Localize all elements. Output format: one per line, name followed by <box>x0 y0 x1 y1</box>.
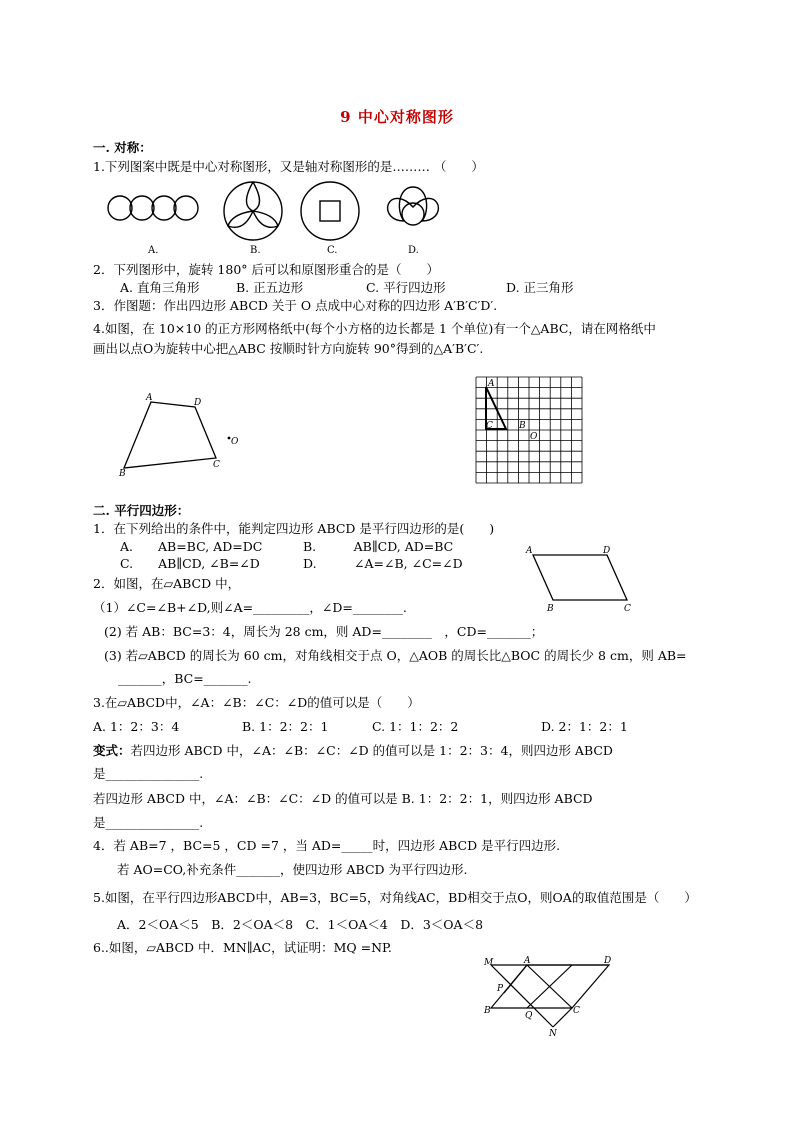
figure-grid-10x10 <box>475 376 585 486</box>
para-label-c: C <box>624 604 631 614</box>
s1-q2-option-b: B. 正五边形 <box>236 280 304 295</box>
page-title: 9 中心对称图形 <box>340 108 454 126</box>
grid-label-b: B <box>519 421 526 431</box>
s2-variant-2-text: 若四边形 ABCD 中，∠A：∠B：∠C：∠D 的值可以是 B. 1：2：2：1，则四边形 ABCD <box>93 791 593 806</box>
s2-q2-part1: （1）∠C=∠B+∠D,则∠A=_________，∠D=________. <box>93 600 407 615</box>
s2-question-1: 1．在下列给出的条件中，能判定四边形 ABCD 是平行四边形的是( ) <box>93 521 495 536</box>
s1-question-3: 3．作图题：作出四边形 ABCD 关于 O 点成中心对称的四边形 A′B′C′D′. <box>93 298 498 313</box>
s1-question-4-line1: 4.如图，在 10×10 的正方形网格纸中(每个小方格的边长都是 1 个单位)有一个△ABC，请在网格纸中 <box>93 321 656 336</box>
grid-label-c: C <box>486 421 493 431</box>
s1-question-4-line2: 画出以点O为旋转中心把△ABC 按顺时针方向旋转 90°得到的△A′B′C′. <box>93 341 484 356</box>
s2-question-2: 2．如图，在▱ABCD 中， <box>93 576 241 591</box>
figure-caption-a: A. <box>148 245 159 256</box>
s2-question-5: 5.如图，在平行四边形ABCD中，AB=3，BC=5，对角线AC，BD相交于点O，则OA的取值范围是（ ） <box>93 890 697 905</box>
figure-coin <box>299 180 361 242</box>
fig6-label-m: M <box>484 958 494 968</box>
s2-q1-option-b: B. AB∥CD, AD=BC <box>303 539 454 554</box>
s2-q3-option-c: C. 1：1：2：2 <box>372 719 459 734</box>
s2-q5-options: A．2＜OA＜5 B．2＜OA＜8 C．1＜OA＜4 D．3＜OA＜8 <box>117 917 484 932</box>
s2-question-4a: 4．若 AB=7 ，BC=5 ，CD =7 ，当 AD=_____时，四边形 ABCD 是平行四边形. <box>93 838 561 853</box>
section1-heading: 一. 对称： <box>93 140 152 155</box>
para-label-d: D <box>603 546 611 556</box>
para-label-a: A <box>526 546 533 556</box>
figure-caption-c: C. <box>327 245 338 256</box>
s1-q2-option-c: C. 平行四边形 <box>366 280 446 295</box>
s1-q2-option-a: A. 直角三角形 <box>120 280 200 295</box>
figure-caption-d: D. <box>408 245 419 256</box>
figure-q6-parallelogram <box>483 955 623 1040</box>
fig6-label-n: N <box>549 1029 557 1039</box>
quad-label-o: O <box>231 437 239 447</box>
variant-label: 变式： <box>93 743 131 758</box>
s2-q1-option-d: D. ∠A=∠B, ∠C=∠D <box>303 556 463 571</box>
figure-circle-three-arcs <box>222 180 284 242</box>
s2-variant-1-answer: 是_______________. <box>93 766 204 781</box>
s2-q2-part3-line1: (3) 若▱ABCD 的周长为 60 cm，对角线相交于点 O，△AOB 的周长比△BOC 的周长少 8 cm，则 AB= <box>104 648 687 663</box>
s2-question-6: 6..如图，▱ABCD 中．MN∥AC，试证明：MQ =NP. <box>93 940 392 955</box>
s2-q3-option-d: D. 2：1：2：1 <box>541 719 628 734</box>
fig6-label-c: C <box>573 1006 580 1016</box>
para-label-b: B <box>547 604 554 614</box>
s2-question-3: 3.在▱ABCD中，∠A：∠B：∠C：∠D的值可以是（ ） <box>93 695 420 710</box>
s2-q1-option-a: A. AB=BC, AD=DC <box>120 539 263 554</box>
grid-label-o: O <box>530 432 538 442</box>
quad-label-a: A <box>146 393 153 403</box>
fig6-label-b: B <box>484 1006 491 1016</box>
grid-label-a: A <box>488 379 495 389</box>
s2-q2-part2: (2) 若 AB：BC=3：4，周长为 28 cm，则 AD=________ ，CD=_______； <box>104 624 544 639</box>
fig6-label-d: D <box>604 956 612 966</box>
quad-label-d: D <box>194 398 202 408</box>
quad-label-b: B <box>119 469 126 479</box>
fig6-label-p: P <box>497 984 504 994</box>
s2-variant-line1 <box>93 743 613 759</box>
figure-trefoil <box>384 183 442 239</box>
variant-1-text: 若四边形 ABCD 中，∠A：∠B：∠C：∠D 的值可以是 1：2：3：4，则四边形 ABCD <box>130 743 613 758</box>
s1-question-2: 2．下列图形中，旋转 180° 后可以和原图形重合的是（ ） <box>93 262 440 277</box>
fig6-label-q: Q <box>525 1011 533 1021</box>
s2-q3-option-a: A. 1：2：3：4 <box>93 719 180 734</box>
s2-q2-part3-line2: _______，BC=_______. <box>118 671 252 686</box>
quad-label-c: C <box>213 460 220 470</box>
figure-quadrilateral-abcd <box>115 390 245 480</box>
s2-question-4b: 若 AO=CO,补充条件_______，使四边形 ABCD 为平行四边形. <box>117 862 468 877</box>
fig6-label-a: A <box>524 956 531 966</box>
section2-heading: 二. 平行四边形： <box>93 503 190 518</box>
figure-parallelogram <box>523 545 643 615</box>
s2-q3-option-b: B. 1：2：2：1 <box>242 719 329 734</box>
figure-caption-b: B. <box>250 245 261 256</box>
s1-question-1: 1.下列图案中既是中心对称图形，又是轴对称图形的是……… （ ） <box>93 159 484 174</box>
s2-variant-2-answer: 是_______________. <box>93 815 204 830</box>
s1-q2-option-d: D. 正三角形 <box>506 280 574 295</box>
figure-olympic-rings <box>106 193 202 227</box>
s2-q1-option-c: C. AB∥CD, ∠B=∠D <box>120 556 260 571</box>
